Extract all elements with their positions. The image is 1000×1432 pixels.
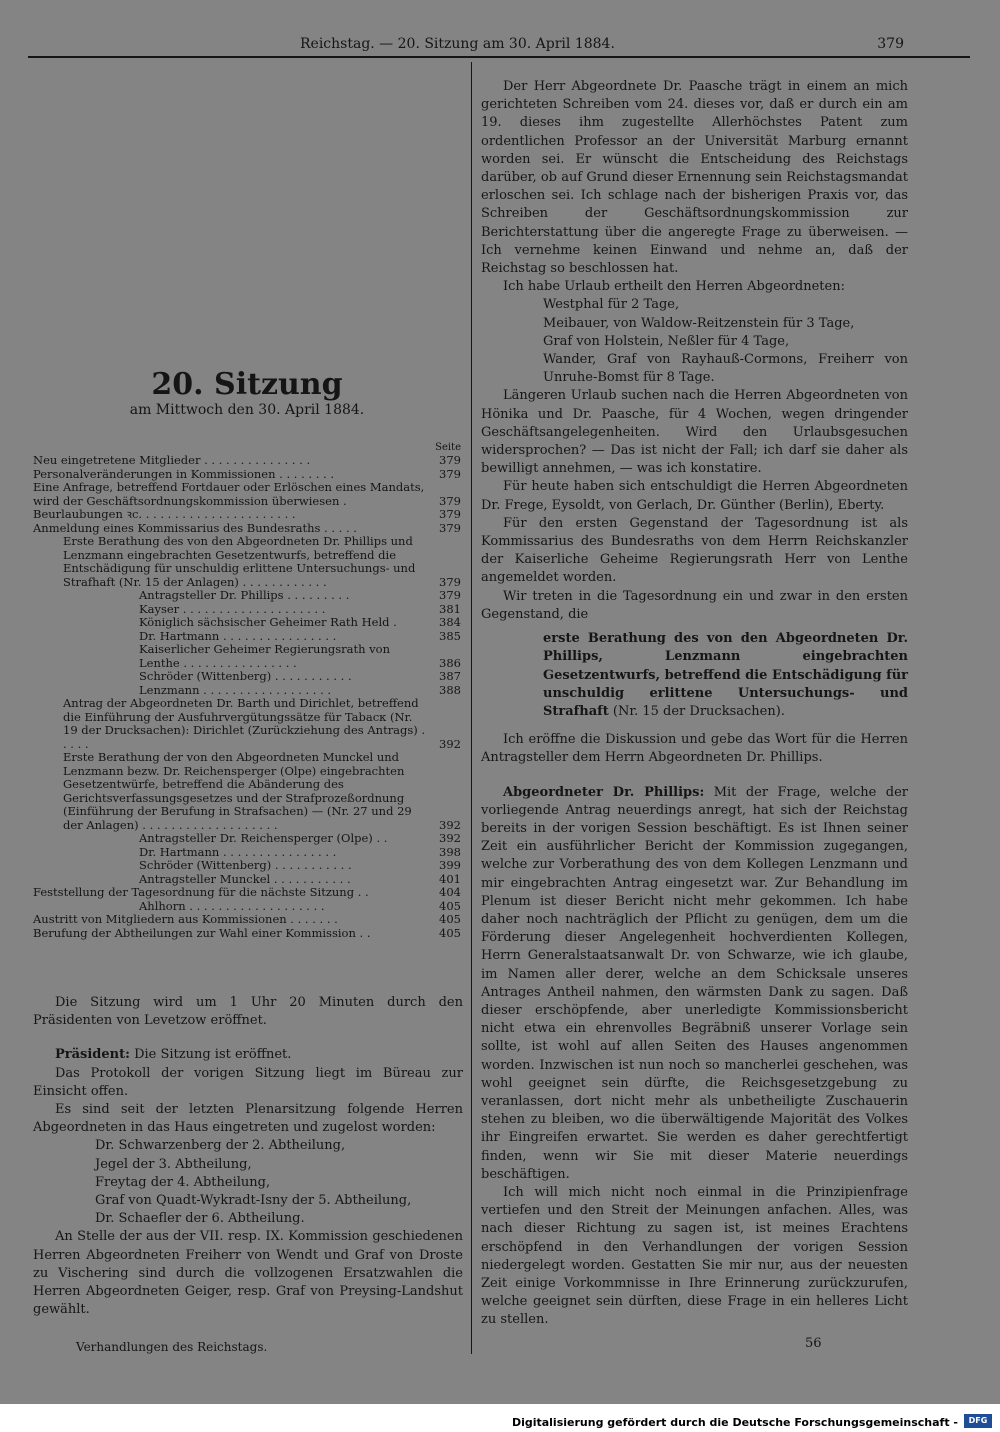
opening-paragraph: Die Sitzung wird um 1 Uhr 20 Minuten durch den Präsidenten von Levetzow eröffnet.: [33, 995, 463, 1029]
toc-item-page: 379: [439, 574, 461, 589]
toc-item-page: 398: [439, 844, 461, 859]
toc-item-text: Kayser . . . . . . . . . . . . . . . . . . . .: [139, 602, 326, 616]
toc-item-page: 379: [439, 507, 461, 521]
toc-item: [33, 927, 461, 941]
running-title: Reichstag. — 20. Sitzung am 30. April 1884.: [300, 36, 615, 52]
toc-item-text: Anmeldung eines Kommissarius des Bundesraths . . . . .: [33, 521, 357, 535]
toc-item-text: Kaiserlicher Geheimer Regierungsrath von Lenthe . . . . . . . . . . . . . . . .: [139, 643, 390, 670]
toc-item: [33, 832, 461, 846]
leave-list: [481, 296, 908, 387]
toc-item: [33, 913, 461, 927]
toc-item: [33, 468, 461, 482]
toc-item-page: 404: [439, 885, 461, 899]
toc-item-page: 392: [439, 831, 461, 845]
toc-item: [33, 630, 461, 644]
commissioner-paragraph: Für den ersten Gegenstand der Tagesordnung ist als Kommissarius des Bundesraths von dem Herrn Reichskanzler der Kaiserliche Geheime Regierungsrath Herr von Lenthe angemeldet worden.: [481, 515, 908, 586]
toc-item: [33, 508, 461, 522]
toc-item-text: Feststellung der Tagesordnung für die nächste Sitzung . .: [33, 886, 369, 899]
toc-item-page: 392: [439, 817, 461, 832]
agenda-item-reference: (Nr. 15 der Drucksachen).: [612, 703, 785, 719]
sheet-number: 56: [805, 1336, 822, 1351]
toc-item-text: Berufung der Abtheilungen zur Wahl einer Kommission . .: [33, 926, 371, 940]
toc-item: [33, 697, 461, 751]
new-members-intro: Es sind seit der letzten Plenarsitzung folgende Herren Abgeordneten in das Haus eingetreten und zugelost worden:: [33, 1102, 463, 1136]
toc-item: [33, 751, 461, 832]
toc-item-page: 379: [439, 493, 461, 508]
toc-item-text: Neu eingetretene Mitglieder . . . . . . . . . . . . . . .: [33, 454, 311, 467]
table-of-contents: [33, 442, 461, 940]
excused-paragraph: Für heute haben sich entschuldigt die Herren Abgeordneten Dr. Frege, Eysoldt, von Gerlach, Dr. Günther (Berlin), Eberty.: [481, 479, 908, 513]
agenda-intro: Wir treten in die Tagesordnung ein und zwar in den ersten Gegenstand, die: [481, 588, 908, 622]
toc-item-page: 379: [439, 588, 461, 602]
toc-item: [33, 616, 461, 630]
leave-entry: Westphal für 2 Tage,: [543, 297, 680, 313]
header-rule: [28, 56, 970, 58]
toc-item-text: Antragsteller Dr. Phillips . . . . . . . . .: [139, 589, 350, 602]
phillips-speech-paragraph-1: [481, 784, 908, 1184]
paasche-letter-paragraph: Der Herr Abgeordnete Dr. Paasche trägt in einem an mich gerichteten Schreiben vom 24. dieses vor, daß er durch ein am 19. dieses ihm zugestellte Allerhöchstes Patent zum ordentlichen Professor an der Universität Marburg ernannt worden sei. Er wünscht die Entscheidung des Reichstags darüber, ob auf Grund dieser Ernennung sein Reichstagsmandat erloschen sei. Ich schlage nach der bisherigen Praxis vor, das Schreiben der Geschäftsordnungskommission zur Berichterstattung über die angeregte Frage zu überweisen. — Ich vernehme keinen Einwand und nehme an, daß der Reichstag so beschlossen hat.: [481, 79, 908, 277]
left-body: [33, 994, 463, 1319]
leave-entry: Graf von Holstein, Neßler für 4 Tage,: [543, 333, 790, 349]
toc-item: [33, 873, 461, 887]
president-paragraph: [33, 1046, 463, 1064]
toc-item: [33, 670, 461, 684]
toc-item-text: Erste Berathung des von den Abgeordneten Dr. Phillips und Lenzmann eingebrachten Gesetzentwurfs, betreffend die Entschädigung für unschuldig erlittene Untersuchungs- und Strafhaft (Nr. 15 der Anlagen) . . . . . . . . . . . .: [63, 535, 416, 589]
digitization-credit: Digitalisierung gefördert durch die Deutsche Forschungsgemeinschaft -: [511, 1416, 958, 1429]
toc-item: [33, 886, 461, 900]
toc-item: [33, 535, 461, 589]
toc-item-page: 379: [439, 453, 461, 467]
toc-item-page: 379: [439, 520, 461, 535]
footer-publication: Verhandlungen des Reichstags.: [76, 1340, 268, 1354]
toc-item-page: 392: [439, 736, 461, 751]
toc-item-text: Schröder (Wittenberg) . . . . . . . . . . .: [139, 859, 352, 872]
member-entry: Freytag der 4. Abtheilung,: [95, 1174, 271, 1190]
toc-item: [33, 900, 461, 914]
agenda-item: [481, 630, 908, 721]
toc-item-text: Eine Anfrage, betreffend Fortdauer oder Erlöschen eines Mandats, wird der Geschäftsordnungskommission überwiesen .: [33, 481, 425, 508]
toc-item-page: 387: [439, 669, 461, 683]
toc-item-page: 405: [439, 925, 461, 940]
speech-text: Die Sitzung ist eröffnet.: [134, 1047, 292, 1063]
toc-item: [33, 589, 461, 603]
member-entry: Jegel der 3. Abtheilung,: [95, 1156, 252, 1172]
page-number: 379: [877, 36, 904, 52]
right-body: [481, 78, 908, 1330]
toc-item: [33, 859, 461, 873]
toc-item-text: Ahlhorn . . . . . . . . . . . . . . . . . . .: [139, 899, 325, 913]
toc-item: [33, 684, 461, 698]
toc-item-text: Dr. Hartmann . . . . . . . . . . . . . . . .: [139, 845, 337, 859]
toc-item-page: 405: [439, 898, 461, 913]
toc-item-text: Antrag der Abgeordneten Dr. Barth und Dirichlet, betreffend die Einführung der Ausfuhrvergütungssätze für Tabacк (Nr. 19 der Drucksachen): Dirichlet (Zurückziehung des Antrags) . . . . .: [63, 697, 426, 751]
toc-item-page: 388: [439, 682, 461, 697]
dfg-logo: DFG: [964, 1414, 992, 1428]
member-entry: Graf von Quadt-Wykradt-Isny der 5. Abtheilung,: [95, 1193, 412, 1209]
toc-item-text: Antragsteller Munckel . . . . . . . . . . .: [139, 872, 351, 886]
toc-item: [33, 846, 461, 860]
toc-item-text: Austritt von Mitgliedern aus Kommissionen . . . . . . .: [33, 913, 338, 926]
toc-item-text: Personalveränderungen in Kommissionen . . . . . . . .: [33, 467, 335, 481]
speaker-label: Abgeordneter Dr. Phillips:: [503, 784, 705, 800]
toc-list: [33, 454, 461, 940]
leave-intro: Ich habe Urlaub ertheilt den Herren Abgeordneten:: [503, 279, 845, 295]
toc-item-text: Lenzmann . . . . . . . . . . . . . . . . . .: [139, 683, 332, 697]
toc-item: [33, 643, 461, 670]
toc-item-text: Schröder (Wittenberg) . . . . . . . . . . .: [139, 670, 352, 683]
toc-item-page: 381: [439, 601, 461, 616]
toc-item-page: 399: [439, 858, 461, 872]
phillips-speech-paragraph-2: Ich will mich nicht noch einmal in die Prinzipienfrage vertiefen und den Streit der Meinungen anfachen. Alles, was nach dieser Richtung zu sagen ist, ist meines Erachtens erschöpfend in den Verhandlungen der vorigen Session niedergelegt worden. Gestatten Sie mir nur, aus der neuesten Zeit einige Vorkommnisse in Ihre Erinnerung zurückzurufen, welche geeignet sein dürften, diese Frage in ein helleres Licht zu stellen.: [481, 1184, 908, 1328]
toc-item-text: Königlich sächsischer Geheimer Rath Held .: [139, 616, 397, 629]
new-members-list: [33, 1137, 463, 1228]
session-title: 20. Sitzung: [151, 367, 343, 402]
toc-item-text: Beurlaubungen ꝛc. . . . . . . . . . . . . . . . . . . . . .: [33, 508, 296, 521]
member-entry: Dr. Schaefler der 6. Abtheilung.: [95, 1211, 305, 1227]
toc-item-page: 379: [439, 466, 461, 481]
toc-item: [33, 454, 461, 468]
column-rule: [471, 62, 472, 1354]
commission-change-paragraph: An Stelle der aus der VII. resp. IX. Kommission geschiedenen Herren Abgeordneten Freiherr von Wendt und Graf von Droste zu Vischering sind durch die vollzogenen Ersatzwahlen die Herren Abgeordneten Geiger, resp. Graf von Preysing-Landshut gewählt.: [33, 1229, 463, 1318]
toc-item-page: 386: [439, 655, 461, 670]
discussion-open-paragraph: Ich eröffne die Diskussion und gebe das Wort für die Herren Antragsteller dem Herrn Abgeordneten Dr. Phillips.: [481, 732, 908, 766]
toc-item: [33, 522, 461, 536]
toc-item: [33, 481, 461, 508]
toc-item-text: Antragsteller Dr. Reichensperger (Olpe) . .: [139, 832, 388, 845]
toc-item-page: 405: [439, 912, 461, 926]
leave-entry: Wander, Graf von Rayhauß-Cormons, Freiherr von Unruhe-Bomst für 8 Tage.: [543, 352, 908, 386]
toc-item-page: 401: [439, 871, 461, 886]
toc-item-text: Erste Berathung der von den Abgeordneten Munckel und Lenzmann bezw. Dr. Reichensperger (Olpe) eingebrachten Gesetzentwürfe, betreffend die Abänderung des Gerichtsverfassungsgesetzes und der Strafprozeßordnung (Einführung der Berufung in Strafsachen) — (Nr. 27 und 29 der Anlagen) . . . . . . . . . . . . . . . . . . .: [63, 751, 412, 832]
agenda-item-title: erste Berathung des von den Abgeordneten Dr. Phillips, Lenzmann eingebrachten Gesetzentwurfs, betreffend die Entschädigung für unschuldig erlittene Untersuchungs- und Strafhaft: [543, 631, 908, 719]
toc-item: [33, 603, 461, 617]
member-entry: Dr. Schwarzenberg der 2. Abtheilung,: [95, 1138, 346, 1154]
speaker-label: Präsident:: [55, 1047, 130, 1063]
toc-column-head: Seite: [435, 442, 461, 453]
toc-item-page: 384: [439, 615, 461, 629]
protocol-paragraph: Das Protokoll der vorigen Sitzung liegt im Büreau zur Einsicht offen.: [33, 1065, 463, 1099]
leave-entry: Meibauer, von Waldow-Reitzenstein für 3 Tage,: [543, 315, 855, 331]
session-subtitle: am Mittwoch den 30. April 1884.: [129, 402, 365, 418]
longer-leave-paragraph: Längeren Urlaub suchen nach die Herren Abgeordneten von Hönika und Dr. Paasche, für 4 Wochen, wegen dringender Geschäftsangelegenheiten. Wird den Urlaubsgesuchen widersprochen? — Das ist nicht der Fall; ich darf sie daher als bewilligt annehmen, — was ich konstatire.: [481, 388, 908, 477]
toc-item-page: 385: [439, 628, 461, 643]
speech-text: Mit der Frage, welche der vorliegende Antrag neuerdings anregt, hat sich der Reichstag bereits in der vorigen Session beschäftigt. Es ist Ihnen seiner Zeit ein ausführlicher Bericht der Kommission zugegangen, welche zur Vorberathung des von dem Kollegen Lenzmann und mir eingebrachten Antrag eingesetzt war. Zur Behandlung im Plenum ist dieser Bericht nicht mehr gekommen. Ich habe daher noch nachträglich der Pflicht zu genügen, dem um die Förderung dieser Angelegenheit hochverdienten Kollegen, Herrn Generalstaatsanwalt Dr. von Schwarze, wie ich glaube, im Namen aller derer, welche an dem Schicksale unseres Antrages Antheil nahmen, den wärmsten Dank zu sagen. Daß dieser erschöpfende, aber unerledigte Kommissionsbericht nicht etwa ein ehrenvolles Begräbniß unserer Vorlage sein sollte, ist wohl auf allen Seiten des Hauses angenommen worden. Inzwischen ist nun noch so mancherlei geschehen, was wohl geeignet sein dürfte, die Reichsgesetzgebung zu veranlassen, dort nicht mehr als unbetheiligte Zuschauerin stehen zu bleiben, wo die überwältigende Majorität des Volkes ihr Eingreifen erwartet. Sie werden es daher gerechtfertigt finden, wenn wir Sie mit dieser Materie neuerdings beschäftigen.: [481, 784, 908, 1182]
toc-item-text: Dr. Hartmann . . . . . . . . . . . . . . . .: [139, 629, 337, 643]
